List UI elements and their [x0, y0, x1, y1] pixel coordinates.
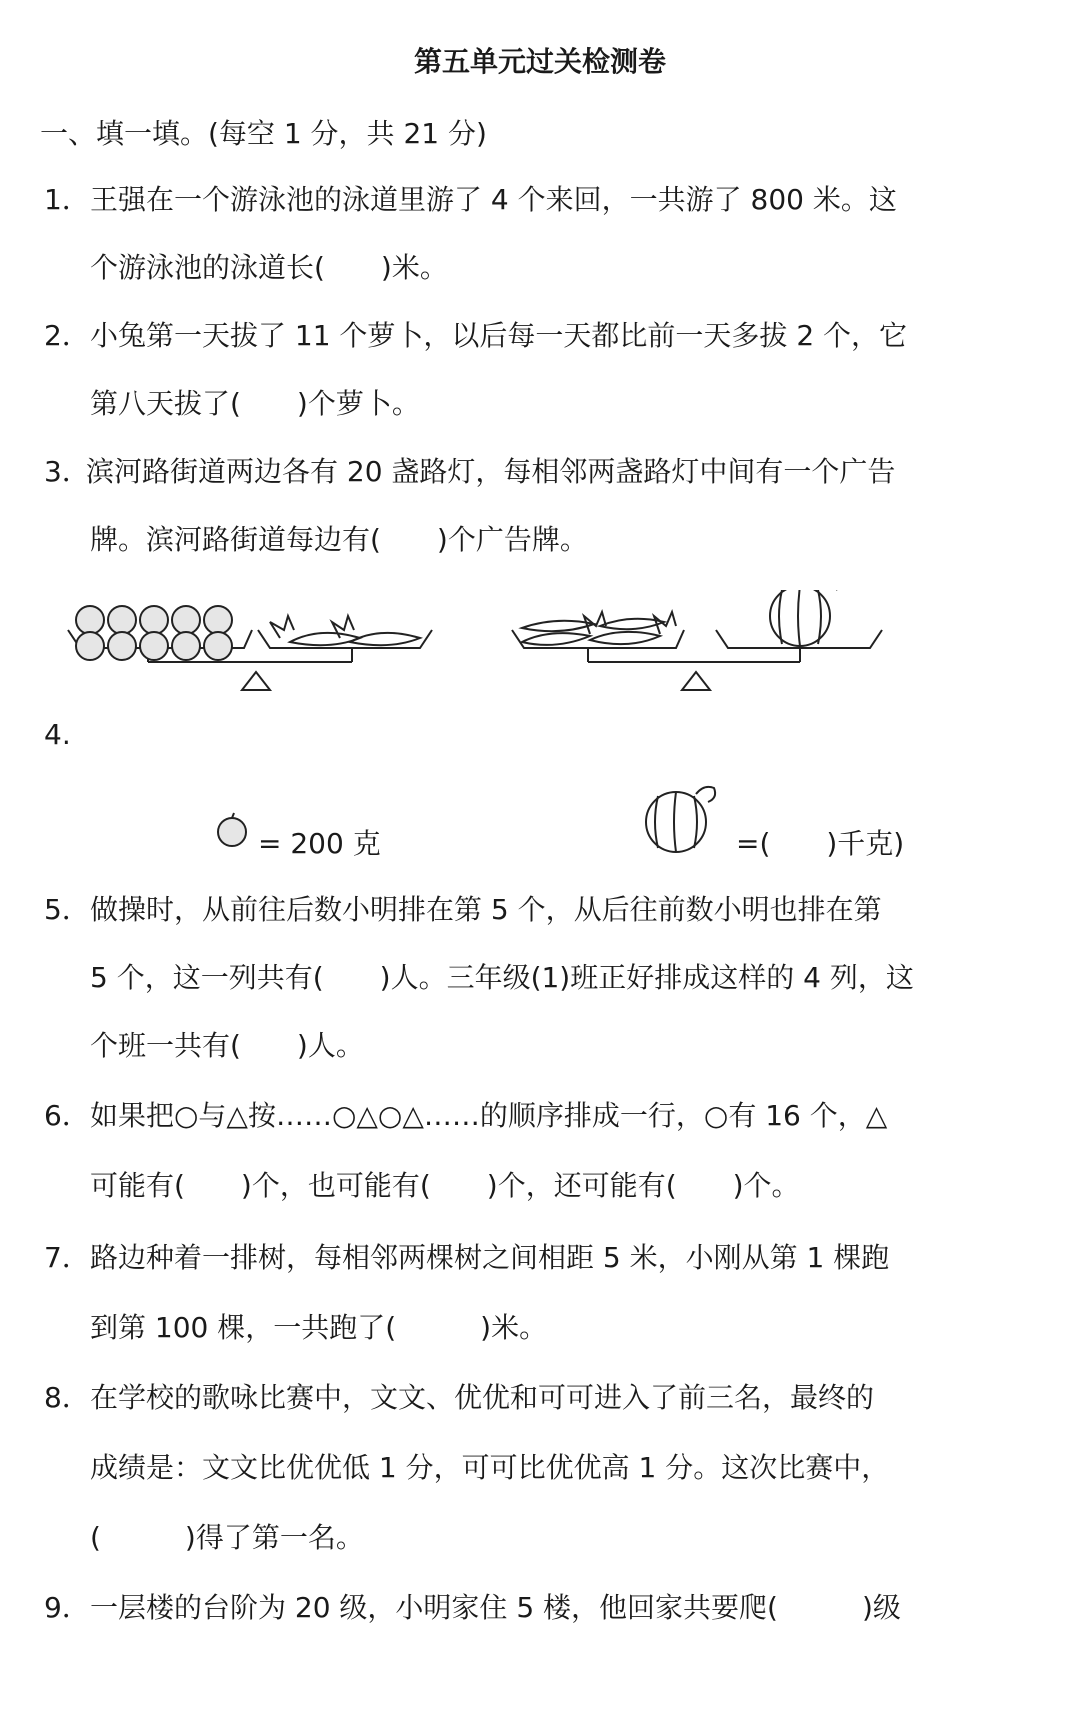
- carrot-icon: [270, 616, 420, 645]
- page-title: 第五单元过关检测卷: [413, 45, 666, 78]
- section-heading: 一、填一填。(每空 1 分，共 21 分): [40, 117, 487, 150]
- question-number: 1．: [44, 183, 90, 216]
- question-text: 王强在一个游泳池的泳道里游了 4 个来回，一共游了 800 米。这: [90, 183, 897, 216]
- watermelon-icon: [770, 590, 841, 646]
- question-number: 2．: [44, 319, 90, 352]
- question-number: 6．: [44, 1099, 90, 1132]
- question-text: 一层楼的台阶为 20 级，小明家住 5 楼，他回家共要爬( )级: [90, 1591, 901, 1624]
- question-text: 牌。滨河路街道每边有( )个广告牌。: [90, 523, 588, 556]
- question-text: 路边种着一排树，每相邻两棵树之间相距 5 米，小刚从第 1 棵跑: [90, 1241, 890, 1274]
- question-text: 个游泳池的泳道长( )米。: [90, 251, 448, 284]
- question-text: 如果把○与△按……○△○△……的顺序排成一行，○有 16 个，△: [90, 1099, 888, 1132]
- question-text: 5 个，这一列共有( )人。三年级(1)班正好排成这样的 4 列，这: [90, 961, 914, 994]
- question-text: 第八天拔了( )个萝卜。: [90, 387, 420, 420]
- apple-weight-equation: = 200 克: [258, 827, 381, 860]
- question-4-number: 4.: [44, 718, 71, 751]
- question-number: 5．: [44, 893, 90, 926]
- right-scale: [512, 630, 882, 690]
- question-text: 滨河路街道两边各有 20 盏路灯，每相邻两盏路灯中间有一个广告: [86, 455, 896, 488]
- question-number: 7．: [44, 1241, 90, 1274]
- watermelon-icon: [640, 778, 720, 858]
- question-text: 在学校的歌咏比赛中，文文、优优和可可进入了前三名，最终的: [90, 1381, 875, 1414]
- question-text: 到第 100 棵，一共跑了( )米。: [90, 1311, 548, 1344]
- watermelon-weight-equation: =( )千克): [736, 827, 905, 860]
- apple-icon: [214, 812, 250, 848]
- question-number: 3．: [44, 455, 90, 488]
- balance-scales-illustration: [0, 590, 1080, 790]
- question-number: 8．: [44, 1381, 90, 1414]
- carrot-icon: [522, 612, 676, 645]
- question-text: 可能有( )个，也可能有( )个，还可能有( )个。: [90, 1169, 800, 1202]
- apple-icon: [76, 606, 232, 660]
- question-text: 个班一共有( )人。: [90, 1029, 364, 1062]
- question-text: 小兔第一天拔了 11 个萝卜，以后每一天都比前一天多拔 2 个，它: [90, 319, 908, 352]
- question-text: 成绩是：文文比优优低 1 分，可可比优优高 1 分。这次比赛中，: [90, 1451, 890, 1484]
- question-text: 做操时，从前往后数小明排在第 5 个，从后往前数小明也排在第: [90, 893, 882, 926]
- question-number: 9．: [44, 1591, 90, 1624]
- question-text: ( )得了第一名。: [90, 1521, 364, 1554]
